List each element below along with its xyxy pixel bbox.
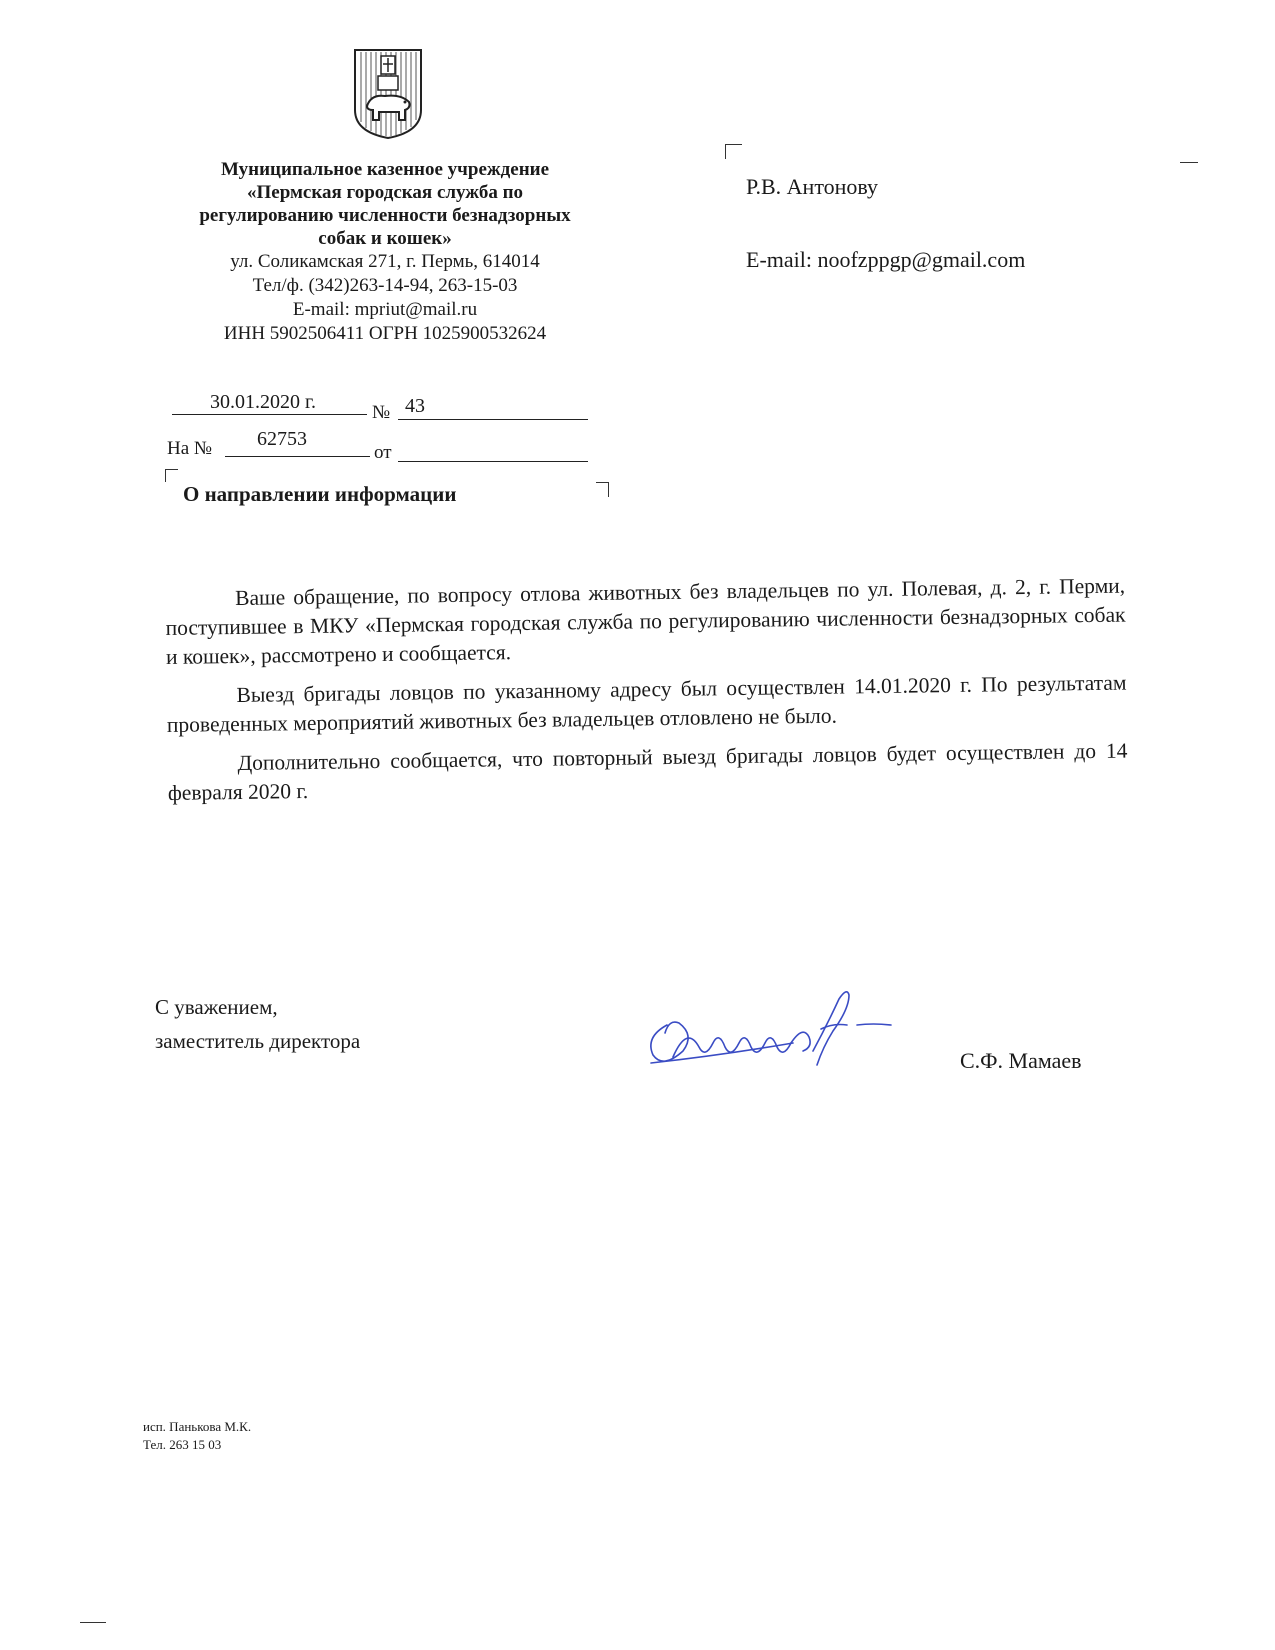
executor-name: исп. Панькова М.К. [143, 1419, 252, 1434]
executor-phone: Тел. 263 15 03 [143, 1437, 222, 1452]
recipient-corner-mark-right [1180, 162, 1198, 163]
handwritten-signature [643, 985, 903, 1075]
org-phone: Тел/ф. (342)263-14-94, 263-15-03 [252, 275, 518, 296]
executor-footer [143, 1418, 251, 1454]
registration-date: 30.01.2020 г. [210, 391, 316, 413]
recipient-name: Р.В. Антонову [746, 174, 879, 199]
closing-greeting: С уважением, [155, 995, 278, 1019]
org-name-line: собак и кошек» [318, 228, 452, 249]
subject-corner-mark [165, 469, 178, 482]
body-paragraph: Выезд бригады ловцов по указанному адресу был осуществлен 14.01.2020 г. По результатам проведенных мероприятий животных без владельцев отловлено не было. [166, 670, 1127, 737]
letter-subject: О направлении информации [183, 482, 457, 506]
coat-of-arms-icon [353, 48, 423, 140]
org-name-line: «Пермская городская служба по [246, 182, 524, 203]
org-name-line: регулированию численности безнадзорных [199, 205, 571, 226]
from-label: от [374, 442, 392, 463]
recipient-corner-mark [725, 144, 742, 159]
recipient-email: E-mail: noofzppgp@gmail.com [746, 247, 1026, 272]
reference-label: На № [167, 438, 213, 459]
subject-corner-mark-right [596, 482, 609, 497]
number-rule [398, 419, 588, 420]
org-email: E-mail: mpriut@mail.ru [292, 299, 478, 320]
reference-number: 62753 [257, 428, 307, 450]
body-paragraph: Ваше обращение, по вопросу отлова животных без владельцев по ул. Полевая, д. 2, г. Перми, поступившее в МКУ «Пермская городская служба по регулированию численности безнадзорных собак и кошек», рассмотрено и сообщается. [165, 573, 1126, 669]
signer-name: С.Ф. Мамаев [960, 1048, 1082, 1073]
registration-number: 43 [405, 395, 425, 417]
signer-position: заместитель директора [155, 1029, 361, 1053]
body-paragraph: Дополнительно сообщается, что повторный выезд бригады ловцов будет осуществлен до 14 февраля 2020 г. [167, 738, 1128, 805]
org-name-line: Муниципальное казенное учреждение [220, 159, 550, 180]
reference-rule [225, 456, 370, 457]
organization-header [140, 158, 630, 346]
letter-body [165, 572, 1128, 818]
org-address: ул. Соликамская 271, г. Пермь, 614014 [230, 251, 540, 272]
from-rule [398, 461, 588, 462]
date-rule [172, 414, 367, 415]
org-inn-ogrn: ИНН 5902506411 ОГРН 1025900532624 [223, 323, 547, 344]
closing-block [155, 990, 360, 1058]
fold-mark [80, 1622, 106, 1623]
number-label: № [372, 402, 391, 423]
